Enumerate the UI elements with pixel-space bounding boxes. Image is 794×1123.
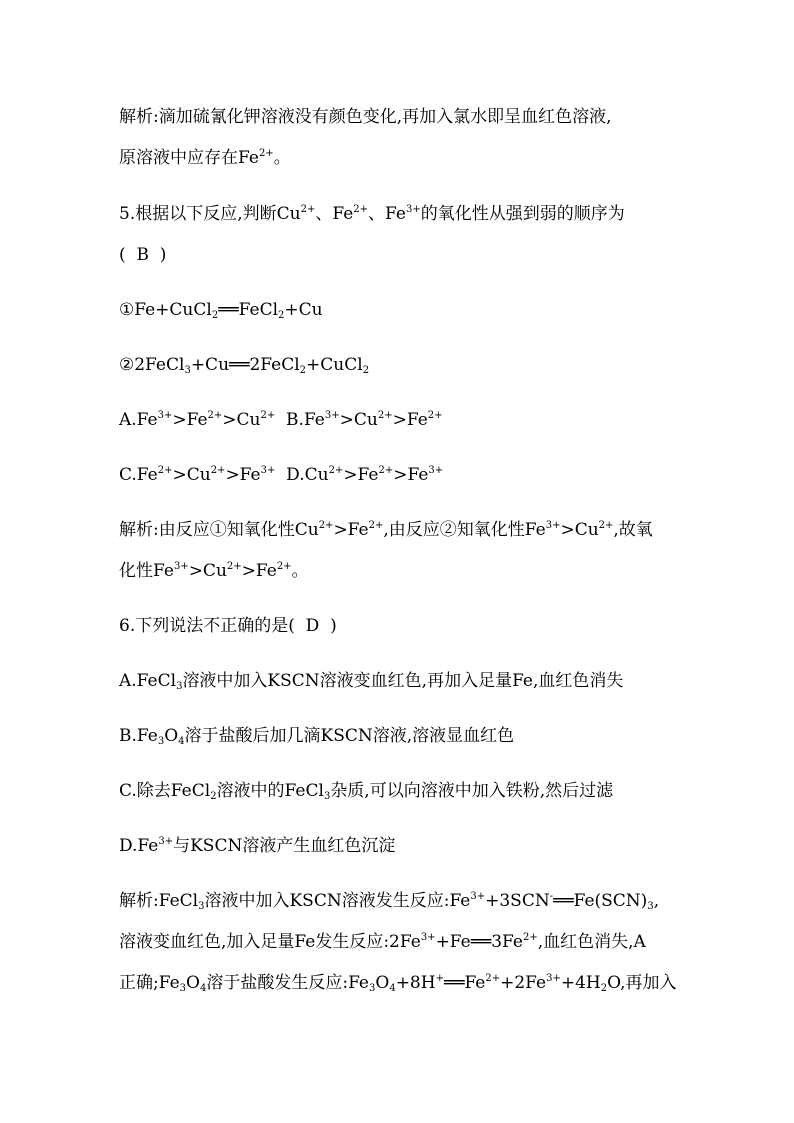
text-run: D.Fe [119,836,159,856]
superscript: 2+ [328,465,344,476]
text-run: >Fe [333,520,369,540]
superscript: 2+ [207,410,223,421]
subscript: 3 [198,901,205,912]
superscript: 3+ [428,465,444,476]
text-run: >Fe [172,410,208,430]
text-run: >Cu [188,561,227,581]
text-run: 正确;Fe [119,973,180,993]
subscript: 3 [369,983,376,994]
text-run: O [186,973,200,993]
superscript: 2+ [522,932,538,943]
text-run: >Fe [392,410,428,430]
text-run: +CuCl [306,355,363,375]
text-run: 。 [273,148,291,168]
superscript: 3+ [545,520,561,531]
question-5-options-cd [119,463,689,487]
superscript: 2+ [210,465,226,476]
question-6-option-b [119,724,689,748]
superscript: 2+ [377,410,393,421]
superscript: 3+ [157,410,173,421]
text-run: 原溶液中应存在Fe [119,148,259,168]
superscript: 2+ [157,465,173,476]
superscript: 2+ [276,561,292,572]
text-run: , [653,891,660,911]
text-run: +Fe══3Fe [435,932,523,952]
text-run: +Cu [284,300,323,320]
superscript: 2+ [485,973,501,984]
text-run: 溶于盐酸发生反应:Fe [206,973,369,993]
text-run: ══Fe(SCN) [553,891,648,911]
question-6-option-d [119,834,689,858]
subscript: 3 [647,901,654,912]
text-run: A.FeCl [119,671,177,691]
superscript: + [435,973,444,984]
superscript: 2+ [378,465,394,476]
superscript: 2+ [368,520,384,531]
superscript: 2+ [318,520,334,531]
subscript: 2 [211,310,219,321]
text-run: >Cu [172,465,211,485]
subscript: 2 [299,365,307,376]
text-run: O [164,726,179,746]
superscript: 2+ [258,148,274,159]
superscript: 3+ [405,204,421,215]
analysis-5-line-2 [119,559,689,583]
text-run: 5.根据以下反应,判断Cu [119,204,301,224]
analysis-5-line-1 [119,518,689,542]
subscript: 4 [178,736,185,747]
text-run: +3SCN [485,891,550,911]
superscript: 3+ [546,973,561,984]
subscript: 2 [600,983,608,994]
text-run: D.Cu [275,465,329,485]
question-6-option-a [119,669,689,693]
analysis-6-line-1 [119,889,689,913]
text-run: B.Fe [275,410,325,430]
superscript: 3+ [324,410,340,421]
text-run: +2Fe [500,973,547,993]
text-run: C.Fe [119,465,158,485]
reaction-1 [119,298,689,322]
text-run: 、Fe [368,204,406,224]
text-run: >Fe [343,465,379,485]
superscript: 3+ [173,561,189,572]
text-run: >Cu [339,410,378,430]
text-run: 解析:FeCl [119,891,199,911]
reaction-2 [119,353,689,377]
text-run: 的氧化性从强到弱的顺序为 [420,204,625,224]
text-run: ( B ) [119,245,167,265]
text-run: 解析:滴加硫氰化钾溶液没有颜色变化,再加入氯水即呈血红色溶液, [119,107,612,127]
text-run: O,再加入 [607,973,677,993]
text-run: 溶液中加入KSCN溶液发生反应:Fe [204,891,471,911]
superscript: 2+ [260,410,276,421]
text-run: >Fe [225,465,261,485]
text-run: 溶液中的FeCl [216,781,324,801]
text-run: 、Fe [315,204,354,224]
question-5-answer [119,243,689,267]
text-run: B.Fe [119,726,158,746]
question-5-options-ab [119,408,689,432]
superscript: 2+ [226,561,242,572]
subscript: 4 [389,983,396,994]
text-run: +4H [560,973,601,993]
text-run: ②2FeCl [119,355,185,375]
analysis-4-line-1 [119,105,689,129]
text-run: 杂质,可以向溶液中加入铁粉,然后过滤 [330,781,614,801]
question-5-stem [119,202,689,226]
subscript: 3 [179,983,187,994]
text-run: ,血红色消失,A [537,932,646,952]
analysis-6-line-3 [119,971,689,995]
text-run: ══Fe [443,973,486,993]
superscript: 2+ [598,520,614,531]
text-run: +8H [395,973,436,993]
superscript: 3+ [470,891,486,902]
text-run: 溶于盐酸后加几滴KSCN溶液,溶液显血红色 [184,726,515,746]
text-run: 与KSCN溶液产生血红色沉淀 [173,836,396,856]
subscript: 3 [157,736,165,747]
text-run: 溶液变血红色,加入足量Fe发生反应:2Fe [119,932,421,952]
text-run: 化性Fe [119,561,174,581]
text-run: A.Fe [119,410,158,430]
subscript: 3 [323,791,331,802]
text-run: 溶液中加入KSCN溶液变血红色,再加入足量Fe,血红色消失 [182,671,624,691]
text-run: >Fe [241,561,277,581]
subscript: 3 [184,365,191,376]
text-run: >Cu [560,520,599,540]
text-run: ,故氧 [613,520,653,540]
text-run: ══FeCl [218,300,279,320]
analysis-4-line-2 [119,146,689,170]
question-6-option-c [119,779,689,803]
analysis-6-line-2 [119,930,689,954]
text-run: O [375,973,390,993]
superscript: 3+ [158,836,174,847]
subscript: 2 [278,310,285,321]
text-run: +Cu══2FeCl [190,355,300,375]
question-6-stem [119,614,689,638]
text-run: 。 [291,561,309,581]
subscript: 4 [199,983,207,994]
superscript: - [549,891,554,902]
superscript: 3+ [420,932,436,943]
subscript: 2 [210,791,217,802]
text-run: ①Fe+CuCl [119,300,212,320]
subscript: 3 [176,681,183,692]
text-run: 6.下列说法不正确的是( D ) [119,616,337,636]
text-run: 解析:由反应①知氧化性Cu [119,520,319,540]
superscript: 2+ [427,410,443,421]
subscript: 2 [362,365,370,376]
text-run: >Cu [222,410,261,430]
text-run: C.除去FeCl [119,781,211,801]
text-run: >Fe [393,465,429,485]
text-run: ,由反应②知氧化性Fe [383,520,546,540]
superscript: 3+ [260,465,276,476]
superscript: 2+ [353,204,369,215]
superscript: 2+ [300,204,316,215]
